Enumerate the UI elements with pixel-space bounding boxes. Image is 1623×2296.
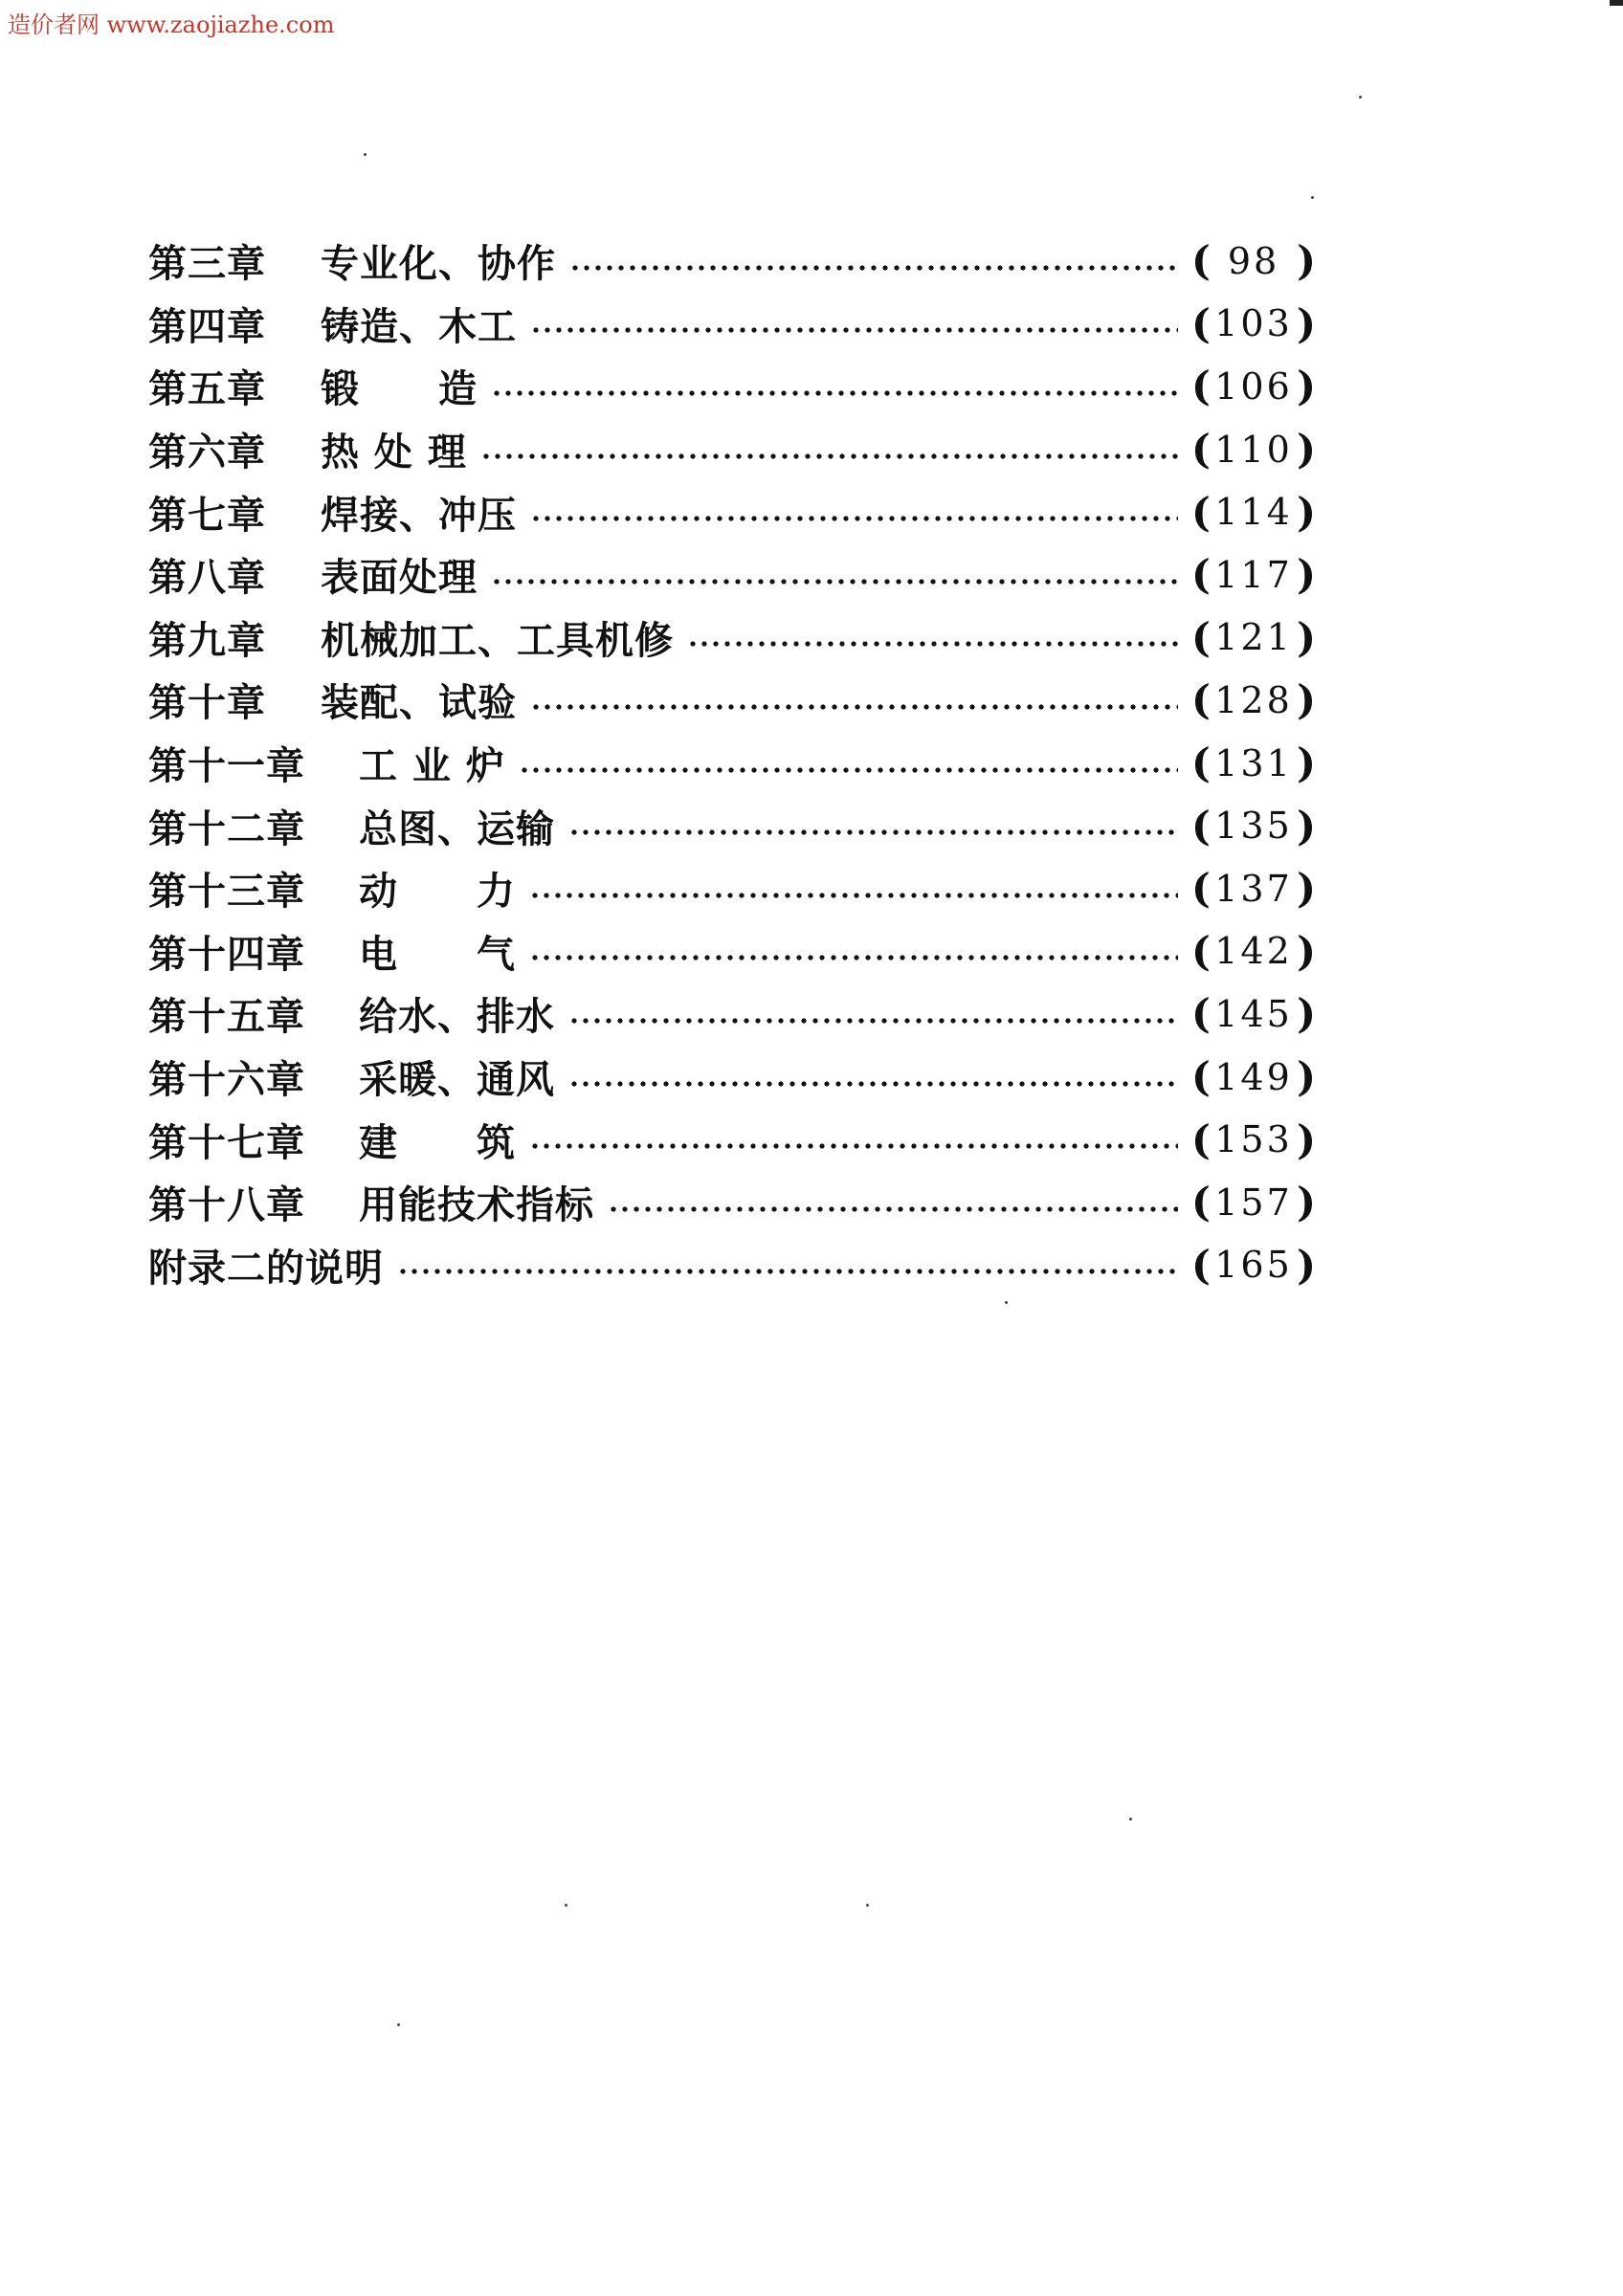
toc-entry (148, 669, 1316, 732)
toc-leader-dots (569, 264, 1178, 272)
toc-paren-close: ) (1297, 488, 1316, 536)
toc-paren-open: ( (1191, 299, 1211, 347)
toc-paren-open: ( (1191, 990, 1211, 1038)
toc-entry (148, 1234, 1316, 1297)
toc-paren-close: ) (1297, 551, 1316, 599)
toc-paren-open: ( (1191, 488, 1211, 536)
toc-paren-open: ( (1191, 1053, 1211, 1101)
scan-speck (565, 1904, 567, 1907)
toc-chapter-title: 采暖、通风 (359, 1057, 555, 1103)
scan-speck (364, 153, 367, 156)
scan-speck (1005, 1301, 1008, 1304)
toc-page-ref (1191, 1116, 1316, 1163)
toc-entry (148, 857, 1316, 920)
scan-speck (1129, 1818, 1132, 1821)
toc-page-number: 106 (1214, 364, 1293, 408)
toc-page-ref (1191, 865, 1316, 912)
toc-chapter-label: 第十二章 (148, 806, 305, 851)
toc-paren-close: ) (1297, 927, 1316, 975)
toc-page-ref (1191, 928, 1316, 975)
toc-paren-close: ) (1297, 1053, 1316, 1101)
toc-page-number: 145 (1214, 992, 1293, 1035)
toc-paren-close: ) (1297, 990, 1316, 1038)
toc-page-ref (1191, 1053, 1316, 1100)
toc-chapter-title: 用能技术指标 (359, 1182, 594, 1228)
toc-chapter-label: 第九章 (148, 617, 266, 663)
toc-page-number: 153 (1214, 1118, 1293, 1161)
toc-chapter-title: 给水、排水 (359, 994, 555, 1040)
scan-speck (397, 2023, 400, 2026)
toc-entry (148, 1171, 1316, 1234)
toc-page-number: 128 (1214, 678, 1293, 721)
toc-chapter-label: 第十三章 (148, 869, 305, 915)
toc-paren-open: ( (1191, 740, 1211, 787)
toc-entry (148, 920, 1316, 983)
toc-leader-dots (530, 703, 1178, 711)
toc-leader-dots (491, 389, 1178, 397)
toc-leader-dots (608, 1205, 1178, 1213)
toc-leader-dots (687, 640, 1178, 648)
table-of-contents (148, 230, 1316, 1296)
toc-paren-open: ( (1191, 551, 1211, 599)
toc-leader-dots (568, 1080, 1178, 1088)
toc-entry (148, 1046, 1316, 1109)
toc-chapter-title: 动 力 (359, 869, 516, 915)
toc-paren-open: ( (1191, 237, 1211, 285)
toc-page-number: 165 (1214, 1244, 1293, 1287)
toc-page-number: 110 (1214, 428, 1293, 471)
toc-paren-close: ) (1297, 426, 1316, 474)
toc-paren-open: ( (1191, 676, 1211, 724)
toc-page-number: 149 (1214, 1055, 1293, 1098)
toc-leader-dots (530, 515, 1178, 522)
toc-paren-close: ) (1297, 363, 1316, 410)
toc-page-number: 98 (1227, 239, 1280, 282)
toc-page-number: 131 (1214, 741, 1293, 784)
toc-paren-open: ( (1191, 613, 1211, 661)
toc-chapter-label: 第十章 (148, 680, 266, 726)
toc-paren-close: ) (1297, 299, 1316, 347)
toc-entry (148, 607, 1316, 670)
scan-speck (866, 1904, 869, 1907)
toc-paren-close: ) (1297, 676, 1316, 724)
toc-paren-open: ( (1191, 426, 1211, 474)
toc-chapter-label: 第十一章 (148, 743, 305, 789)
toc-leader-dots (529, 1142, 1178, 1150)
toc-page-ref (1191, 489, 1316, 536)
toc-chapter-title: 热 处 理 (321, 430, 467, 475)
toc-entry (148, 543, 1316, 607)
toc-page-number: 135 (1214, 805, 1293, 848)
toc-entry (148, 1108, 1316, 1171)
watermark-text: 造价者网 www.zaojiazhe.com (8, 11, 335, 38)
toc-chapter-label: 第十八章 (148, 1182, 305, 1228)
toc-leader-dots (568, 1017, 1178, 1025)
toc-page-ref (1191, 614, 1316, 661)
toc-entry (148, 355, 1316, 418)
toc-page-ref (1191, 740, 1316, 786)
toc-paren-open: ( (1191, 802, 1211, 850)
toc-page-ref (1191, 676, 1316, 723)
toc-page-ref (1191, 990, 1316, 1037)
toc-page-number: 157 (1214, 1181, 1293, 1224)
toc-chapter-title: 建 筑 (359, 1119, 516, 1165)
toc-page-ref (1191, 1242, 1316, 1289)
toc-leader-dots (519, 766, 1178, 774)
toc-leader-dots (529, 892, 1178, 899)
toc-page-number: 121 (1214, 616, 1293, 659)
toc-paren-open: ( (1191, 1179, 1211, 1226)
toc-entry (148, 230, 1316, 293)
toc-paren-open: ( (1191, 363, 1211, 410)
toc-chapter-title: 机械加工、工具机修 (321, 617, 674, 663)
toc-page-ref (1191, 1179, 1316, 1225)
toc-page-number: 103 (1214, 302, 1293, 345)
toc-chapter-title: 焊接、冲压 (321, 492, 517, 538)
toc-paren-open: ( (1191, 1241, 1211, 1289)
toc-entry (148, 418, 1316, 481)
toc-entry (148, 794, 1316, 857)
toc-chapter-title: 装配、试验 (321, 680, 517, 726)
toc-paren-close: ) (1297, 237, 1316, 285)
toc-page-ref (1191, 363, 1316, 409)
toc-chapter-label: 第十七章 (148, 1119, 305, 1165)
toc-entry (148, 982, 1316, 1046)
toc-page-ref (1191, 426, 1316, 473)
toc-page-number: 142 (1214, 930, 1293, 973)
toc-entry (148, 732, 1316, 795)
toc-page-ref (1191, 803, 1316, 850)
toc-paren-close: ) (1297, 1241, 1316, 1289)
toc-entry (148, 293, 1316, 356)
toc-chapter-title: 锻 造 (321, 366, 478, 412)
toc-page-ref (1191, 300, 1316, 347)
scan-speck (1359, 96, 1362, 99)
toc-paren-open: ( (1191, 927, 1211, 975)
toc-chapter-title: 铸造、木工 (321, 303, 517, 349)
toc-paren-close: ) (1297, 802, 1316, 850)
toc-chapter-label: 第五章 (148, 366, 266, 412)
toc-chapter-title: 专业化、协作 (321, 241, 556, 287)
toc-chapter-title: 总图、运输 (359, 806, 555, 851)
toc-leader-dots (529, 954, 1178, 961)
toc-chapter-label: 第十四章 (148, 931, 305, 977)
toc-page-number: 117 (1214, 553, 1293, 596)
toc-page-number: 137 (1214, 867, 1293, 910)
toc-paren-close: ) (1297, 1179, 1316, 1226)
toc-chapter-label: 第三章 (148, 241, 266, 287)
toc-chapter-label: 第四章 (148, 303, 266, 349)
toc-chapter-title: 表面处理 (321, 555, 478, 601)
toc-chapter-title: 工 业 炉 (359, 743, 505, 789)
scan-speck (1311, 196, 1314, 199)
toc-page-ref (1191, 237, 1316, 284)
toc-chapter-label: 第十六章 (148, 1057, 305, 1103)
toc-paren-close: ) (1297, 740, 1316, 787)
toc-chapter-title: 电 气 (359, 931, 516, 977)
toc-page-ref (1191, 551, 1316, 598)
toc-leader-dots (568, 828, 1178, 836)
toc-leader-dots (480, 453, 1178, 460)
toc-chapter-title: 附录二的说明 (148, 1245, 384, 1291)
toc-chapter-label: 第十五章 (148, 994, 305, 1040)
toc-paren-close: ) (1297, 1115, 1316, 1163)
toc-paren-open: ( (1191, 1115, 1211, 1163)
toc-entry (148, 480, 1316, 543)
toc-leader-dots (530, 326, 1178, 334)
scan-corner-mark (1610, 0, 1623, 6)
toc-page-number: 114 (1214, 491, 1293, 534)
toc-chapter-label: 第七章 (148, 492, 266, 538)
toc-paren-close: ) (1297, 613, 1316, 661)
toc-paren-close: ) (1297, 865, 1316, 913)
toc-chapter-label: 第八章 (148, 555, 266, 601)
toc-leader-dots (397, 1268, 1178, 1275)
toc-chapter-label: 第六章 (148, 430, 266, 475)
toc-leader-dots (491, 578, 1178, 585)
toc-paren-open: ( (1191, 865, 1211, 913)
